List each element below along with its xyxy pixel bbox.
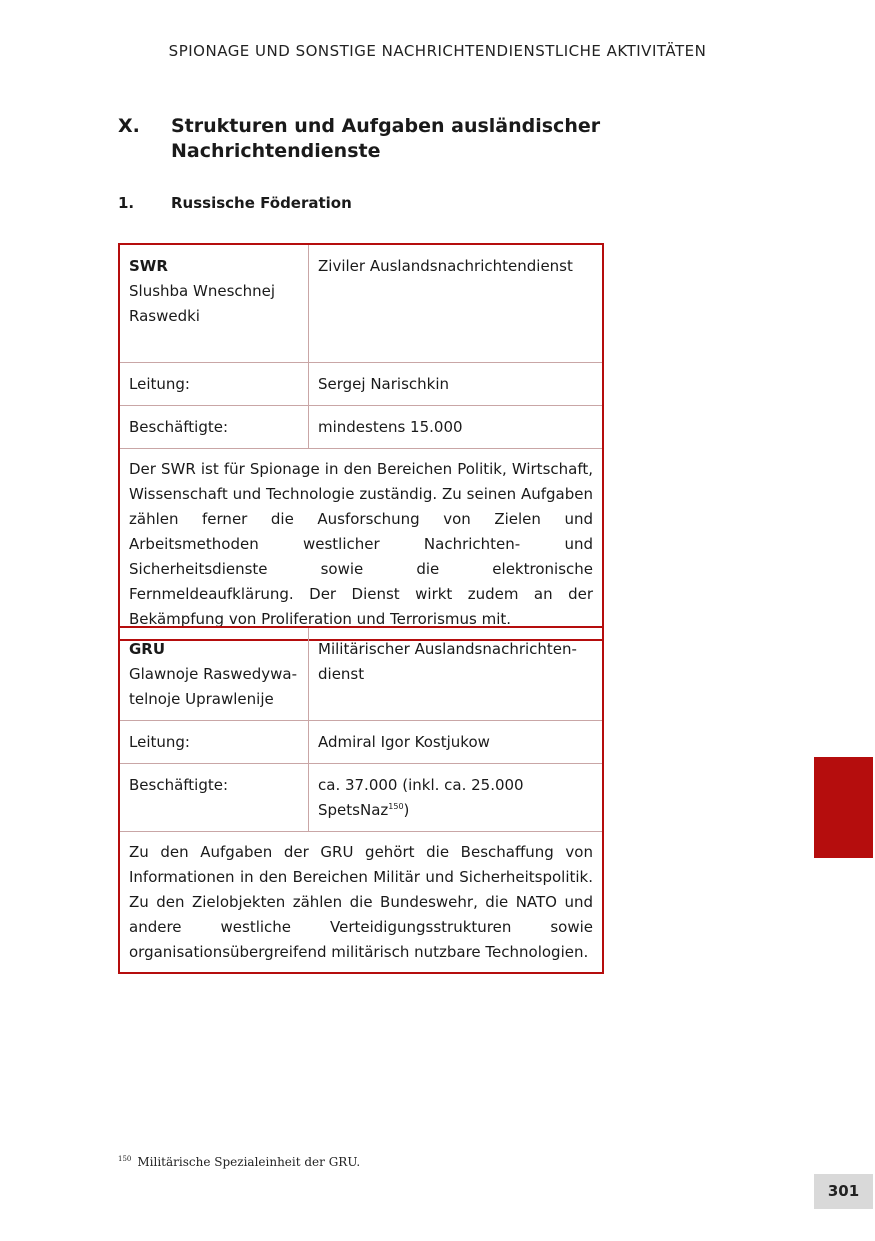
staff-value: mindestens 15.000 [309, 406, 604, 449]
table-row [119, 449, 603, 641]
table-row [119, 363, 603, 406]
agency-full-name: Glawnoje Raswedywatelnoje Uprawlenije [129, 665, 297, 708]
chapter-title: Strukturen und Aufgaben ausländischer Nachrichtendienste [171, 115, 601, 162]
leadership-value: Admiral Igor Kostjukow [309, 721, 604, 764]
chapter-side-tab [814, 757, 873, 858]
staff-value-text: ca. 37.000 (inkl. ca. 25.000 SpetsNaz [318, 776, 524, 819]
table-row [119, 832, 603, 974]
leadership-value: Sergej Narischkin [309, 363, 604, 406]
chapter-number: X. [118, 115, 140, 137]
agency-abbreviation: GRU [129, 640, 166, 658]
agency-full-name: Slushba Wneschnej Raswedki [129, 282, 276, 325]
agency-type: Ziviler Auslandsnachrichtendienst [309, 244, 604, 363]
agency-name-cell [119, 244, 309, 363]
agency-abbreviation: SWR [129, 257, 168, 275]
table-row [119, 764, 603, 832]
agency-description: Zu den Aufgaben der GRU gehört die Beschaffung von Informationen in den Bereichen Militär und Sicherheitspolitik. Zu den Zielobjekten zählen die Bundeswehr, die NATO und andere westliche Verteidigungsstrukturen sowie organisationsübergreifend militärisch nutzbare Technologien. [119, 832, 603, 974]
leadership-label: Leitung: [119, 721, 309, 764]
table-row [119, 721, 603, 764]
agency-name-cell [119, 627, 309, 721]
leadership-label: Leitung: [119, 363, 309, 406]
table-row [119, 406, 603, 449]
table-row [119, 627, 603, 721]
section-number: 1. [118, 194, 135, 212]
running-head: SPIONAGE UND SONSTIGE NACHRICHTENDIENSTLICHE AKTIVITÄTEN [168, 42, 707, 60]
page-number: 301 [814, 1174, 873, 1209]
footnote-number: 150 [118, 1155, 132, 1163]
staff-value [309, 764, 604, 832]
staff-label: Beschäftigte: [119, 406, 309, 449]
staff-label: Beschäftigte: [119, 764, 309, 832]
agency-description: Der SWR ist für Spionage in den Bereichen Politik, Wirtschaft, Wissenschaft und Technologie zuständig. Zu seinen Aufgaben zählen ferner die Ausforschung von Zielen und Arbeitsmethoden westlicher Nachrichten- und Sicherheitsdienste sowie die elektronische Fernmeldeaufklärung. Der Dienst wirkt zudem an der Bekämpfung von Proliferation und Terrorismus mit. [119, 449, 603, 641]
staff-value-close: ) [403, 801, 410, 819]
footnote-reference[interactable]: 150 [388, 802, 404, 811]
footnote-text: Militärische Spezialeinheit der GRU. [137, 1155, 361, 1169]
section-title: Russische Föderation [171, 194, 352, 212]
footnote [118, 1155, 360, 1169]
table-row [119, 244, 603, 363]
agency-type: Militärischer Auslandsnachrichtendienst [309, 627, 604, 721]
agency-table-gru [118, 626, 604, 974]
agency-table-swr [118, 243, 604, 641]
